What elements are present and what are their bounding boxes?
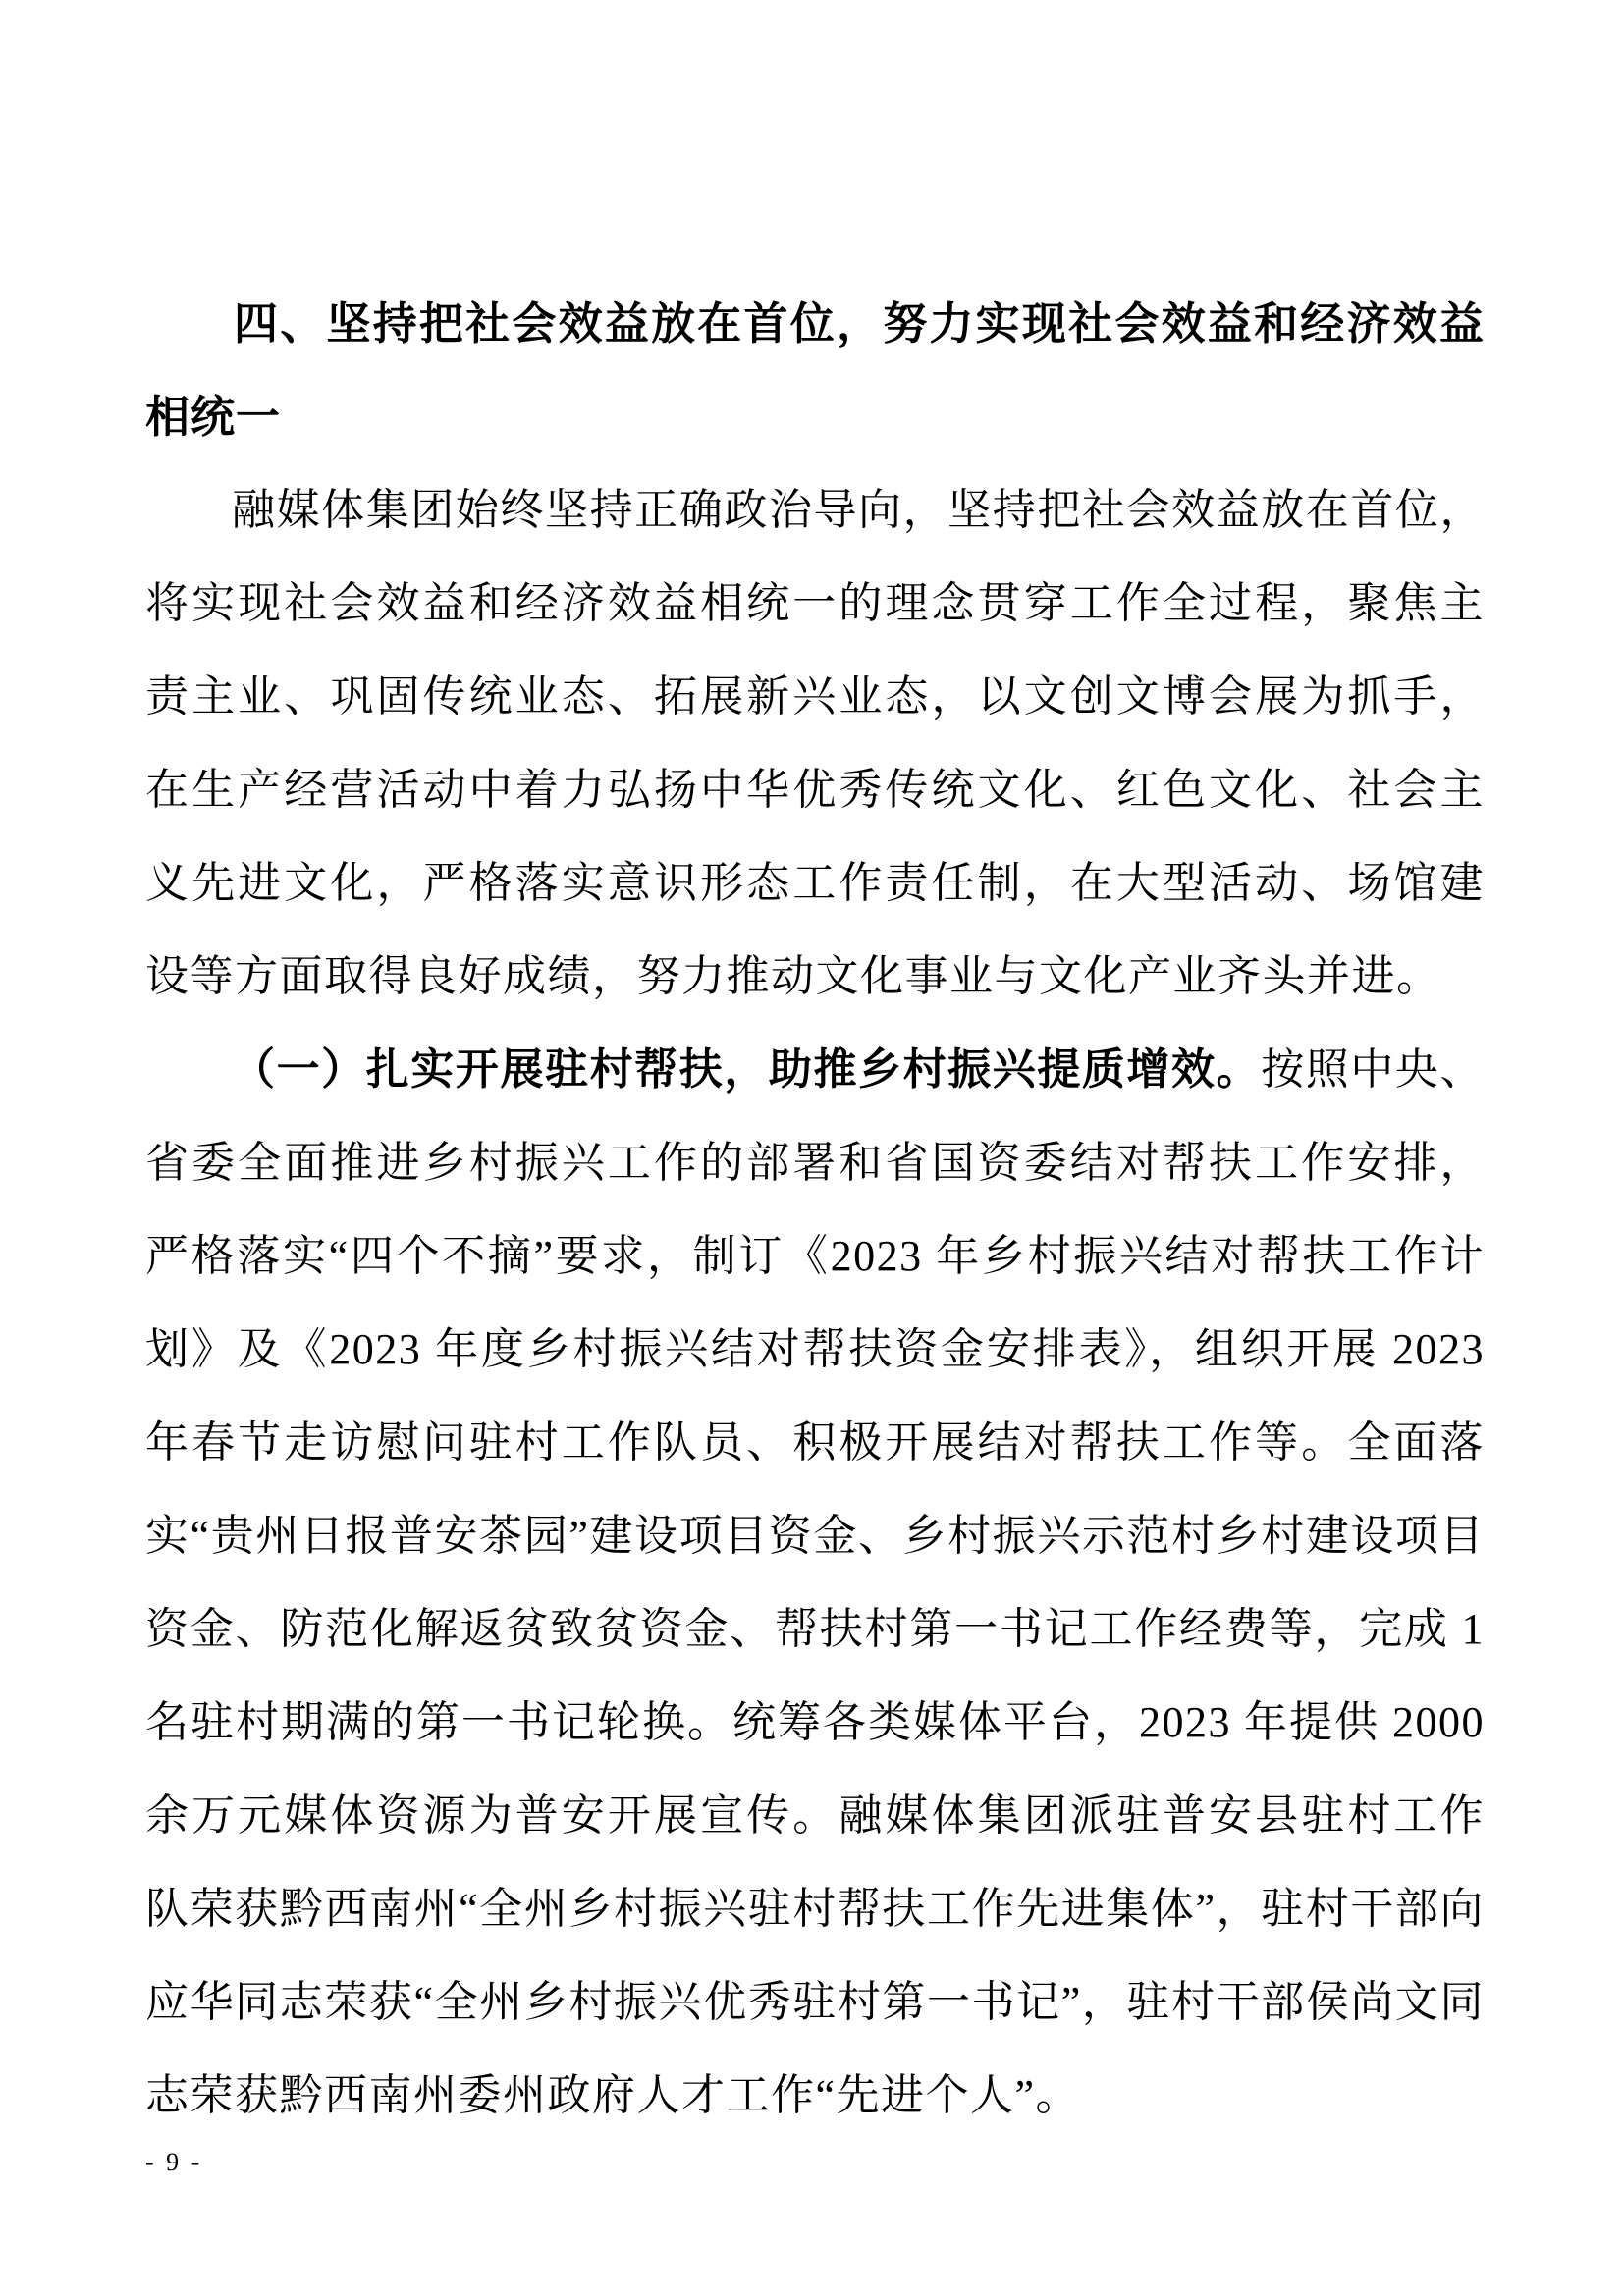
paragraph-lead-bold: （一）扎实开展驻村帮扶，助推乡村振兴提质增效。: [232, 1045, 1262, 1094]
paragraph-overview: 融媒体集团始终坚持正确政治导向，坚持把社会效益放在首位，将实现社会效益和经济效益相统一的理念贯穿工作全过程，聚焦主责主业、巩固传统业态、拓展新兴业态，以文创文博会展为抓手，在生产经营活动中着力弘扬中华优秀传统文化、红色文化、社会主义先进文化，严格落实意识形态工作责任制，在大型活动、场馆建设等方面取得良好成绩，努力推动文化事业与文化产业齐头并进。: [145, 486, 1485, 1000]
document-content: [145, 277, 1485, 2142]
paragraph-body-text: 按照中央、省委全面推进乡村振兴工作的部署和省国资委结对帮扶工作安排，严格落实“四个不摘”要求，制订《2023 年乡村振兴结对帮扶工作计划》及《2023 年度乡村振兴结对帮扶资金安排表》，组织开展 2023 年春节走访慰问驻村工作队员、积极开展结对帮扶工作等。全面落实“贵州日报普安茶园”建设项目资金、乡村振兴示范村乡村建设项目资金、防范化解返贫致贫资金、帮扶村第一书记工作经费等，完成 1 名驻村期满的第一书记轮换。统筹各类媒体平台，2023 年提供 2000 余万元媒体资源为普安开展宣传。融媒体集团派驻普安县驻村工作队荣获黔西南州“全州乡村振兴驻村帮扶工作先进集体”，驻村干部向应华同志荣获“全州乡村振兴优秀驻村第一书记”，驻村干部侯尚文同志荣获黔西南州委州政府人才工作“先进个人”。: [145, 1045, 1485, 2119]
section-heading: 四、坚持把社会效益放在首位，努力实现社会效益和经济效益相统一: [145, 298, 1485, 442]
page-number: - 9 -: [145, 2148, 203, 2176]
paragraph-subsection-one: [145, 1023, 1485, 2142]
